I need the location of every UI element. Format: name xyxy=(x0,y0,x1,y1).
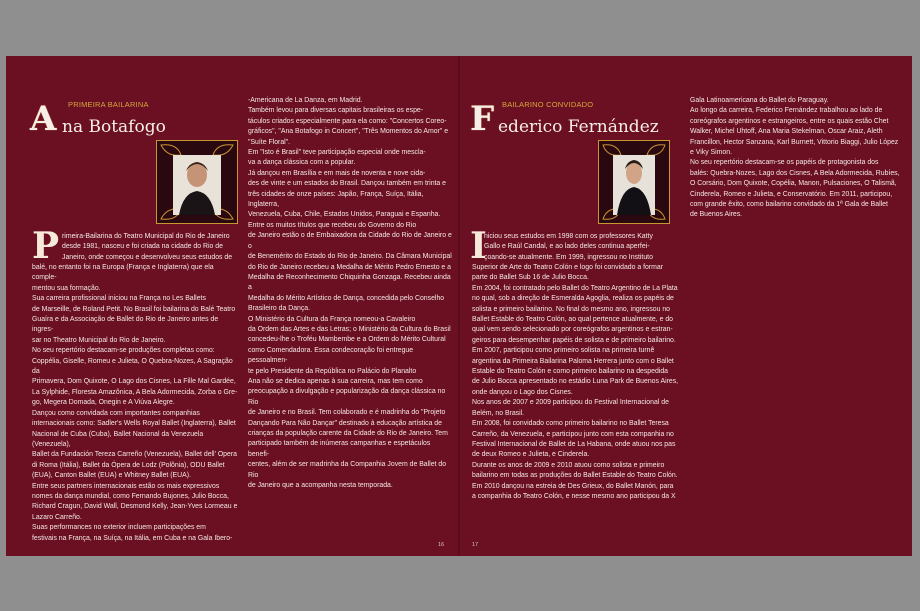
left-page-number: 16 xyxy=(438,542,445,548)
portrait-man-image xyxy=(599,141,669,223)
right-dropcap: I xyxy=(470,225,487,267)
left-column-1-lead: rimeira-Bailarina do Teatro Municipal do Rio de Janeiro desde 1981, nasceu e foi criada na cidade do Rio de Janeiro, onde começou e desenvolveu seus estudos de xyxy=(62,233,233,261)
magazine-spread xyxy=(6,56,912,556)
left-name: na Botafogo xyxy=(62,117,166,137)
left-name-initial: A xyxy=(30,99,57,139)
right-column-1-body: Superior de Arte do Teatro Colón e logo foi convidado a formar parte do Ballet Sub 16 de Julio Bocca. Em 2004, foi contratado pelo Ballet do Teatro Argentino de La Plata no qual, sob a direção de Esmeralda Agoglia, realiza os papéis de solista e primeiro bailarino. No final do mesmo ano, ingressou no Ballet Estable do Teatro Colón, ao qual pertence atualmente, e do qual vem sendo selecionado por coreógrafos argentinos e estran- geiros para desempenhar papéis de solista e de primeiro bailarino. Em 2007, participou como primeiro solista na primeira turnê argentina da Primeira Bailarina Paloma Herrera junto com o Ballet Estable do Teatro Colón e como primeiro bailarino na despedida de Julio Bocca apresentado no estádio Luna Park de Buenos Aires, onde dançou o Lago dos Cisnes. Nos anos de 2007 e 2009 participou do Festival Internacional de Belém, no Brasil. Em 2008, foi convidado como primeiro bailarino no Ballet Teresa Carreño, da Venezuela, e participou junto com esta companhia no Festival Internacional de Ballet de La Habana, onde atuou nos pas de deux Romeo e Julieta, e Cinderela. Durante os anos de 2009 e 2010 atuou como solista e primeiro bailarino em todas as produções do Ballet Estable do Teatro Colón. Em 2010 dançou na estreia de Des Grieux, do Ballet Manón, para a companhia do Teatro Colón, e nesse mesmo ano participou da X xyxy=(472,264,679,500)
left-column-2: -Americana de La Danza, em Madrid. Também levou para diversas capitais brasileiras os espe- táculos criados especialmente para ela como: "Concertos Coreo- gráficos", "Ana Botafogo in Concert", "Três Momentos do Amor" e "Suíte Floral". Em "Isto é Brasil" teve participação especial onde mescla- va a dança clássica com a popular. Já dançou em Brasília e em mais de noventa e nove cida- des de vinte e um estados do Brasil. Dançou também em trinta e três cidades de onze países: Japão, França, Suíça, Itália, Inglaterra, Venezuela, Cuba, Chile, Estados Unidos, Paraguai e Espanha. Entre os muitos títulos que recebeu do Governo do Rio de Janeiro estão o de Embaixadora da Cidade do Rio de Janeiro e o de Benemérito do Estado do Rio de Janeiro. Da Câmara Municipal do Rio de Janeiro recebeu a Medalha de Mérito Pedro Ernesto e a Medalha de Reconhecimento Chiquinha Gonzaga. Recebeu ainda a Medalha do Mérito Artístico de Dança, concedida pelo Conselho Brasileiro da Dança. O Ministério da Cultura da França nomeou-a Cavaleiro da Ordem das Artes e das Letras; o Ministério da Cultura do Brasil concedeu-lhe o Troféu Mambembe e a Ordem do Mérito Cultural como Comendadora. Essa condecoração foi entregue pessoalmen- te pelo Presidente da República no Palácio do Planalto Ana não se dedica apenas à sua carreira, mas tem como preocupação a divulgação e popularização da dança clássica no Rio de Janeiro e no Brasil. Tem colaborado e é madrinha do "Projeto Dançando Para Não Dançar" destinado à educação artística de crianças da população carente da Cidade do Rio de Janeiro. Tem participado também de inúmeras campanhas e espetáculos benefi- centes, além de ser madrinha da Companhia Jovem de Ballet do Rio de Janeiro que a acompanha nesta temporada. xyxy=(248,97,452,490)
right-column-1-lead: niciou seus estudos em 1998 com os professores Katty Gallo e Raúl Candal, e ao lado deles continua aperfei- çoando-se atualmente. Em 1999, ingressou no Instituto xyxy=(484,233,653,261)
portrait-woman-image xyxy=(157,141,237,223)
left-column-1-body: balé, no entanto foi na Europa (França e Inglaterra) que ela comple- mentou sua formação. Sua carreira profissional iniciou na França no Les Ballets de Marseille, de Roland Petit. No Brasil foi bailarina do Balé Teatro Guaíra e da Associação de Ballet do Rio de Janeiro antes de ingres- sar no Theatro Municipal do Rio de Janeiro. No seu repertório destacam-se produções completas como: Coppélia, Giselle, Romeu e Julieta, O Quebra-Nozes, A Sagração da Primavera, Dom Quixote, O Lago dos Cisnes, La Fille Mal Gardée, La Sylphide, Floresta Amazônica, A Bela Adormecida, Zorba o Gre- go, Megera Domada, Onegin e A Viúva Alegre. Dançou como convidada com importantes companhias internacionais como: Sadler's Wells Royal Ballet (Inglaterra), Ballet Nacional de Cuba (Cuba), Ballet Nacional da Venezuela (Venezuela), Ballet da Fundación Tereza Carreño (Venezuela), Ballet dell' Opera di Roma (Itália), Ballet da Ópera de Lodz (Polônia), ODU Ballet (EUA), Canton Ballet (EUA) e Whitney Ballet (EUA). Entre seus partners internacionais estão os mais expressivos nomes da dança mundial, como Fernando Bujones, Julio Bocca, Richard Cragun, David Wall, Desmond Kelly, Jean-Yves Lormeau e Lazaro Carreño. Suas performances no exterior incluem participações em festivais na França, na Suíça, na Itália, em Cuba e na Gala Ibero- xyxy=(32,264,238,542)
left-portrait-photo xyxy=(156,140,238,224)
right-column-2: Gala Latinoamericana do Ballet do Paraguay. Ao longo da carreira, Federico Fernández trabalhou ao lado de coreógrafos argentinos e estrangeiros, entre os quais estão Chet Walker, Michel Uhtoff, Ana Maria Stekelman, Oscar Araiz, Aleth Francillon, Hector Sanzana, Karl Burnett, Vittorio Biaggi, Julio López e Viky Simon. No seu repertório destacam-se os papéis de protagonista dos balés: Quebra-Nozes, Lago dos Cisnes, A Bela Adormecida, Rubíes, O Corsário, Dom Quixote, Copélia, Manon, Pulsaciones, O Talismã, Cinderela, Romeo e Julieta, e Conservatório. Em 2011, participou, com grande êxito, como bailarino convidado da 1ª Gala de Ballet de Buenos Aires. xyxy=(690,97,900,219)
right-page-number: 17 xyxy=(472,542,479,548)
right-name: ederico Fernández xyxy=(498,117,659,137)
right-name-initial: F xyxy=(470,99,495,139)
left-role-label: PRIMEIRA BAILARINA xyxy=(68,100,149,109)
right-role-label: BAILARINO CONVIDADO xyxy=(502,100,594,109)
page-spine xyxy=(458,56,460,556)
left-dropcap: P xyxy=(32,225,60,267)
right-portrait-photo xyxy=(598,140,670,224)
